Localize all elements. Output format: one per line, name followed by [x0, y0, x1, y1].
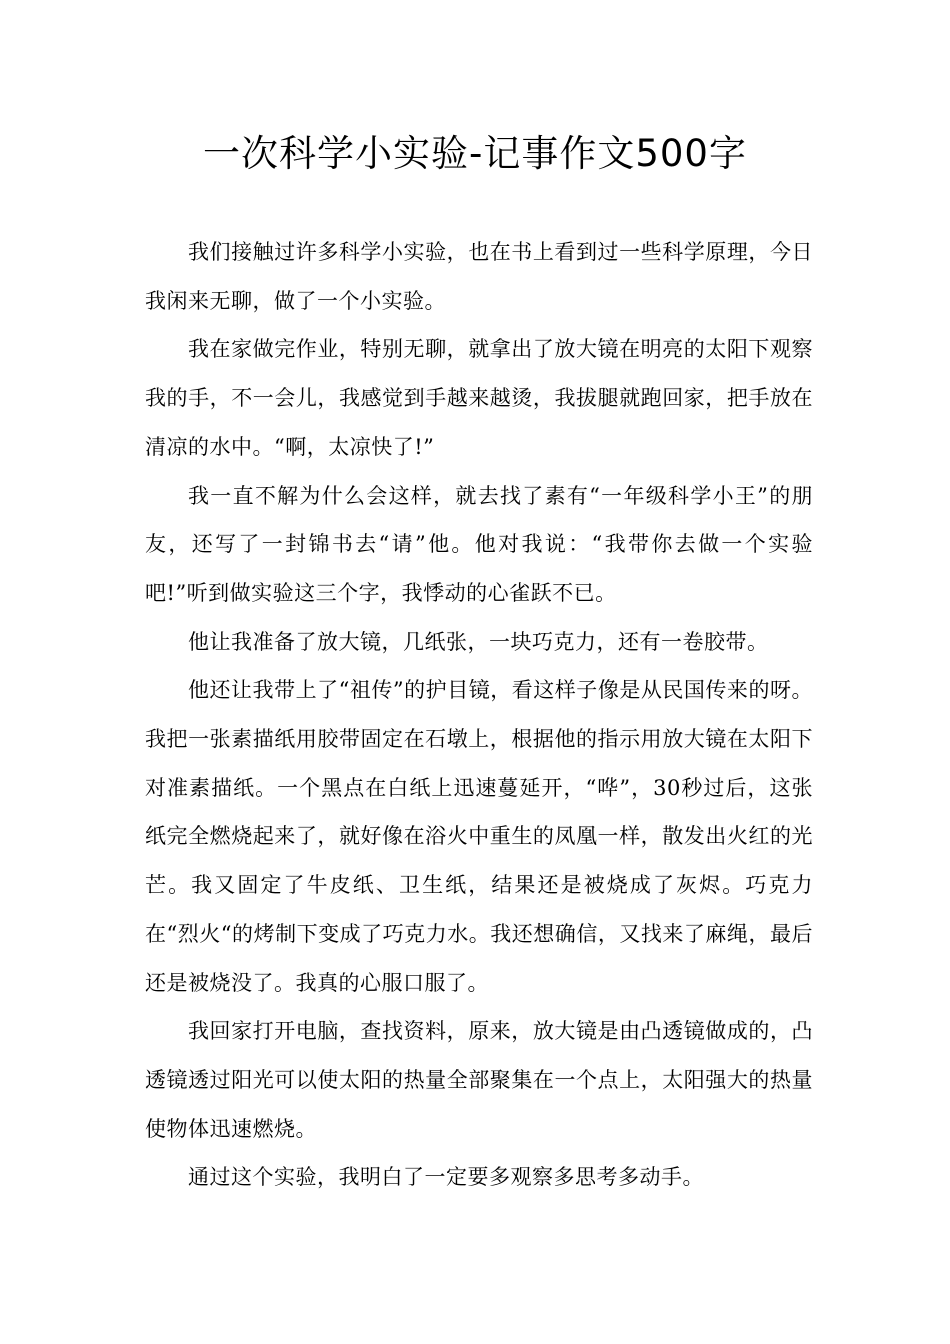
document-body	[145, 228, 813, 1202]
paragraph: 他还让我带上了“祖传”的护目镜，看这样子像是从民国传来的呀。我把一张素描纸用胶带固定在石墩上，根据他的指示用放大镜在太阳下对准素描纸。一个黑点在白纸上迅速蔓延开，“哗”，30秒过后，这张纸完全燃烧起来了，就好像在浴火中重生的凤凰一样，散发出火红的光芒。我又固定了牛皮纸、卫生纸，结果还是被烧成了灰烬。巧克力在“烈火“的烤制下变成了巧克力水。我还想确信，又找来了麻绳，最后还是被烧没了。我真的心服口服了。	[145, 678, 813, 995]
paragraph: 他让我准备了放大镜，几纸张，一块巧克力，还有一卷胶带。	[188, 629, 769, 654]
paragraph: 我一直不解为什么会这样，就去找了素有“一年级科学小王”的朋友，还写了一封锦书去“请”他。他对我说：“我带你去做一个实验吧!”听到做实验这三个字，我悸动的心雀跃不已。	[145, 483, 813, 605]
paragraph: 我在家做完作业，特别无聊，就拿出了放大镜在明亮的太阳下观察我的手，不一会儿，我感觉到手越来越烫，我拔腿就跑回家，把手放在清凉的水中。“啊，太凉快了!”	[145, 337, 813, 459]
paragraph: 我们接触过许多科学小实验，也在书上看到过一些科学原理，今日我闲来无聊，做了一个小实验。	[145, 240, 813, 313]
paragraph: 我回家打开电脑，查找资料，原来，放大镜是由凸透镜做成的，凸透镜透过阳光可以使太阳的热量全部聚集在一个点上，太阳强大的热量使物体迅速燃烧。	[145, 1019, 813, 1141]
document-title: 一次科学小实验-记事作文500字	[203, 132, 747, 175]
paragraph: 通过这个实验，我明白了一定要多观察多思考多动手。	[188, 1165, 704, 1190]
